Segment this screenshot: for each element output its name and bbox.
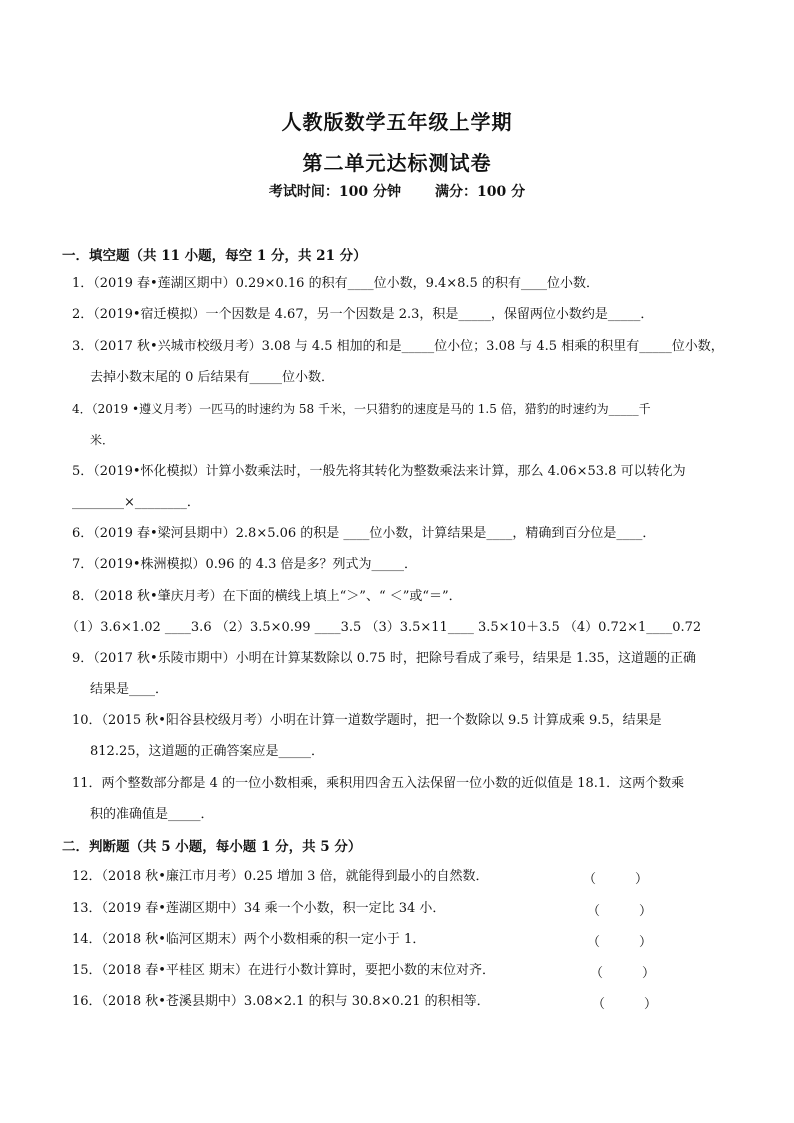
question-7-text: 7．（2019•株洲模拟）0.96 的 4.3 倍是多？列式为_____． bbox=[72, 557, 418, 572]
question-3-text-cont: 去掉小数末尾的 0 后结果有_____位小数． bbox=[90, 370, 335, 385]
question-8-items bbox=[66, 612, 726, 643]
section-fill-blank-heading: 一．填空题（共 11 小题，每空 1 分，共 21 分） bbox=[62, 248, 367, 264]
question-4 bbox=[72, 394, 732, 456]
question-6 bbox=[72, 518, 732, 549]
question-2-text: 2．（2019•宿迁模拟）一个因数是 4.67，另一个因数是 2.3，积是_____，保留两位小数约是_____． bbox=[72, 307, 654, 322]
question-9-text: 9．（2017 秋•乐陵市期中）小明在计算某数除以 0.75 时，把除号看成了乘号，结果是 1.35，这道题的正确 bbox=[72, 651, 696, 666]
question-1 bbox=[72, 268, 732, 299]
answer-blank-14[interactable]: （ ） bbox=[587, 935, 653, 950]
question-15-text: 15．（2018 春•平桂区 期末）在进行小数计算时，要把小数的末位对齐． bbox=[72, 963, 496, 978]
exam-score: 满分：100 分 bbox=[435, 184, 526, 200]
question-1-text: 1．（2019 春•莲湖区期中）0.29×0.16 的积有____位小数，9.4×8.5 的积有____位小数． bbox=[72, 276, 599, 291]
exam-time: 考试时间：100 分钟 bbox=[268, 184, 401, 200]
question-8 bbox=[72, 581, 732, 612]
question-10 bbox=[72, 705, 732, 767]
question-2 bbox=[72, 299, 732, 330]
answer-blank-13[interactable]: （ ） bbox=[587, 904, 653, 919]
question-4-text-cont: 米． bbox=[90, 433, 115, 447]
question-4-text: 4．（2019 •遵义月考）一匹马的时速约为 58 千米，一只猎豹的速度是马的 1.5 倍，猎豹的时速约为_____千 bbox=[72, 402, 651, 416]
question-9-text-cont: 结果是____． bbox=[90, 682, 169, 697]
question-5-text-cont: ________×________． bbox=[72, 495, 200, 510]
question-3-text: 3．（2017 秋•兴城市校级月考）3.08 与 4.5 相加的和是_____位小位；3.08 与 4.5 相乘的积里有_____位小数， bbox=[72, 339, 724, 354]
question-8-comparisons: （1）3.6×1.02 ____3.6 （2）3.5×0.99 ____3.5 （3）3.5×11____ 3.5×10＋3.5 （4）0.72×1____0.72 bbox=[66, 620, 702, 635]
question-10-text-cont: 812.25，这道题的正确答案应是_____． bbox=[90, 744, 324, 759]
answer-blank-16[interactable]: （ ） bbox=[592, 997, 658, 1012]
exam-title: 人教版数学五年级上学期 bbox=[281, 110, 513, 134]
question-11 bbox=[72, 768, 732, 830]
question-5 bbox=[72, 456, 732, 518]
question-6-text: 6．（2019 春•梁河县期中）2.8×5.06 的积是 ____位小数，计算结果是____，精确到百分位是____． bbox=[72, 526, 656, 541]
question-12-text: 12．（2018 秋•廉江市月考）0.25 增加 3 倍，就能得到最小的自然数． bbox=[72, 869, 489, 884]
section-judgment-heading: 二．判断题（共 5 小题，每小题 1 分，共 5 分） bbox=[62, 839, 362, 855]
question-5-text: 5．（2019•怀化模拟）计算小数乘法时，一般先将其转化为整数乘法来计算，那么 4.06×53.8 可以转化为 bbox=[72, 464, 686, 479]
question-11-text: 11．两个整数部分都是 4 的一位小数相乘，乘积用四舍五入法保留一位小数的近似值是 18.1．这两个数乘 bbox=[72, 776, 685, 791]
question-7 bbox=[72, 549, 732, 580]
answer-blank-15[interactable]: （ ） bbox=[590, 966, 656, 981]
exam-meta bbox=[0, 181, 794, 201]
answer-blank-12[interactable]: （ ） bbox=[583, 872, 649, 887]
question-16-text: 16．（2018 秋•苍溪县期中）3.08×2.1 的积与 30.8×0.21 的积相等． bbox=[72, 994, 490, 1009]
question-13-text: 13．（2019 春•莲湖区期中）34 乘一个小数，积一定比 34 小． bbox=[72, 901, 446, 916]
question-3 bbox=[72, 331, 732, 393]
question-8-text: 8．（2018 秋•肇庆月考）在下面的横线上填上“＞”、“ ＜”或“＝”． bbox=[72, 589, 462, 604]
question-9 bbox=[72, 643, 732, 705]
question-10-text: 10．（2015 秋•阳谷县校级月考）小明在计算一道数学题时，把一个数除以 9.5 计算成乘 9.5，结果是 bbox=[72, 713, 662, 728]
question-14-text: 14．（2018 秋•临河区期末）两个小数相乘的积一定小于 1． bbox=[72, 932, 426, 947]
exam-subtitle: 第二单元达标测试卷 bbox=[302, 151, 492, 175]
question-11-text-cont: 积的准确值是_____． bbox=[90, 807, 214, 822]
